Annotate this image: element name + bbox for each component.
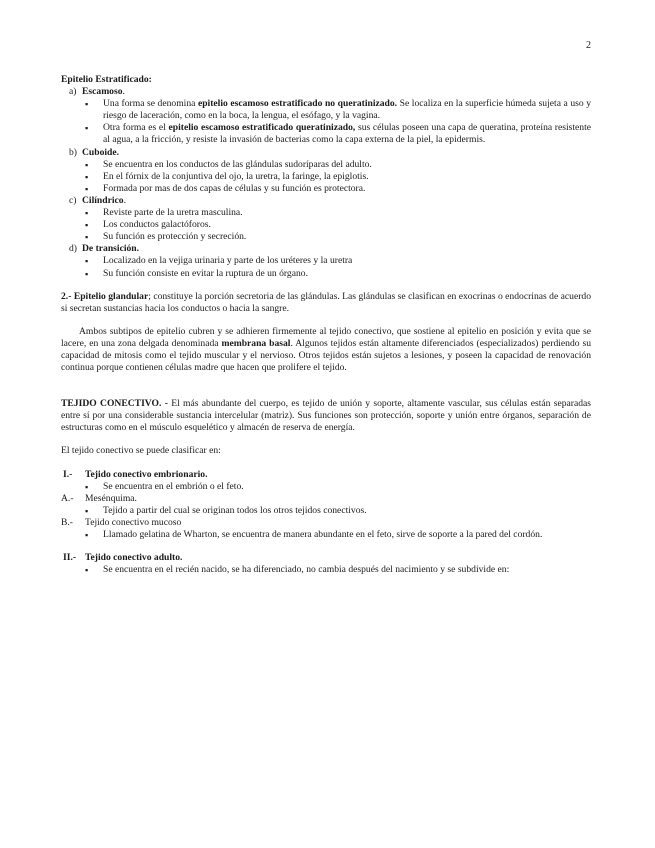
subsection-label: c) xyxy=(69,194,77,206)
section-B xyxy=(61,517,591,529)
bullet-item: ▪ Los conductos galactóforos. xyxy=(61,219,591,231)
subsection-label: a) xyxy=(69,86,77,98)
paragraph-text: ; constituye la porción secretoria de las glándulas. Las glándulas se clasifican en exocrinas o endocrinas de acuerdo si secretan sustancias hacia los conductos o hacia la sangre. xyxy=(61,290,592,314)
paragraph-bold-term: membrana basal xyxy=(221,337,291,349)
bullet-item: ▪ Reviste parte de la uretra masculina. xyxy=(61,207,591,219)
subsection-escamoso: a) Escamoso. xyxy=(69,86,125,98)
bullet-text: sus células poseen una capa de queratina, proteína resistente al agua, a la fricción, y resiste la invasión de bacterias como la capa externa de la piel, la epidermis. xyxy=(103,122,592,146)
paragraph-clasificar: El tejido conectivo se puede clasificar en: xyxy=(61,445,221,457)
bullet-item: ▪ Se encuentra en los conductos de las glándulas sudoríparas del adulto. xyxy=(61,159,591,171)
section-label: I.- xyxy=(63,468,73,480)
bullet-text: Se localiza en la superficie húmeda sujeta a uso y riesgo de laceración, como en la boca, la lengua, el esófago, y la vagina. xyxy=(103,98,591,122)
section-label: A.- xyxy=(61,492,74,504)
bullet-bold-term: epitelio escamoso estratificado queratinizado, xyxy=(168,122,356,134)
section-heading-epitelio-estratificado: Epitelio Estratificado: xyxy=(61,74,152,85)
section-A xyxy=(61,493,591,505)
bullet-item: ▪ Formada por mas de dos capas de células y su función es protectora. xyxy=(61,183,591,195)
bullet-text: Otra forma es el xyxy=(103,122,169,134)
subsection-label: d) xyxy=(69,243,77,255)
subsection-cilindrico: c) Cilíndrico. xyxy=(69,194,126,206)
bullet-item: ▪ Localizado en la vejiga urinaria y parte de los uréteres y la uretra xyxy=(61,255,591,267)
bullet-item: ▪ Tejido a partir del cual se originan todos los otros tejidos conectivos. xyxy=(61,505,591,517)
section-II xyxy=(61,552,591,564)
bullet-item: ▪ Se encuentra en el embrión o el feto. xyxy=(61,481,591,493)
subsection-title: Cuboide. xyxy=(82,146,120,158)
section-title: Tejido conectivo mucoso xyxy=(85,516,182,528)
subsection-title: De transición. xyxy=(82,243,140,255)
paragraph-ambos-subtipos xyxy=(61,326,591,374)
paragraph-tejido-conectivo xyxy=(61,398,591,434)
bullet-item: ▪ Llamado gelatina de Wharton, se encuentra de manera abundante en el feto, sirve de soporte a la pared del cordón. xyxy=(61,529,591,541)
paragraph-bold-lead: 2.- Epitelio glandular xyxy=(61,290,149,302)
bullet-item: ▪ Su función consiste en evitar la ruptura de un órgano. xyxy=(61,268,591,280)
bullet-bold-term: epitelio escamoso estratificado no queratinizado. xyxy=(197,98,398,110)
paragraph-text: El más abundante del cuerpo, es tejido de unión y soporte, altamente vascular, sus células están separadas entre sí por una considerable sustancia intercelular (matriz). Sus funciones son protección, soporte y unión entre órganos, separación de estructuras como en el músculo esquelético y almacén de reserva de energía. xyxy=(61,398,592,434)
paragraph-bold-lead: TEJIDO CONECTIVO. - xyxy=(61,398,168,410)
bullet-item xyxy=(61,122,591,146)
document-body xyxy=(61,74,591,576)
subsection-label: b) xyxy=(69,146,77,158)
subsection-title: Escamoso xyxy=(82,86,123,98)
paragraph-text: Ambos subtipos de epitelio cubren y se adhieren firmemente al tejido conectivo, que sostiene al epitelio en posición y evita que se lacere, en una zona delgada denominada xyxy=(61,325,591,349)
paragraph-epitelio-glandular xyxy=(61,291,591,315)
section-I xyxy=(61,469,591,481)
bullet-item: ▪ Se encuentra en el recién nacido, se ha diferenciado, no cambia después del nacimiento y se subdivide en: xyxy=(61,564,591,576)
section-label: II.- xyxy=(63,552,77,564)
subsection-cuboide xyxy=(61,147,591,159)
bullet-item: ▪ En el fórnix de la conjuntiva del ojo, la uretra, la faringe, la epiglotis. xyxy=(61,171,591,183)
paragraph-text: . Algunos tejidos están altamente diferenciados (especializados) perdiendo su capacidad de mitosis como el tejido muscular y el nervioso. Otros tejidos están sujetos a lesiones, y poseen la capacidad de renovación continua porque contienen células madre que hacen que prolifere el tejido. xyxy=(61,337,591,374)
bullet-item xyxy=(61,98,591,122)
bullet-item: ▪ Su función es protección y secreción. xyxy=(61,231,591,243)
section-label: B.- xyxy=(61,516,73,528)
page-number: 2 xyxy=(586,40,591,51)
subsection-de-transicion xyxy=(61,243,591,255)
subsection-title: Cilíndrico xyxy=(82,194,124,206)
bullet-text: Una forma se denomina xyxy=(103,98,198,110)
section-title: Tejido conectivo adulto. xyxy=(85,552,183,564)
section-title: Mesénquima. xyxy=(85,492,137,504)
section-title: Tejido conectivo embrionario. xyxy=(85,468,208,480)
